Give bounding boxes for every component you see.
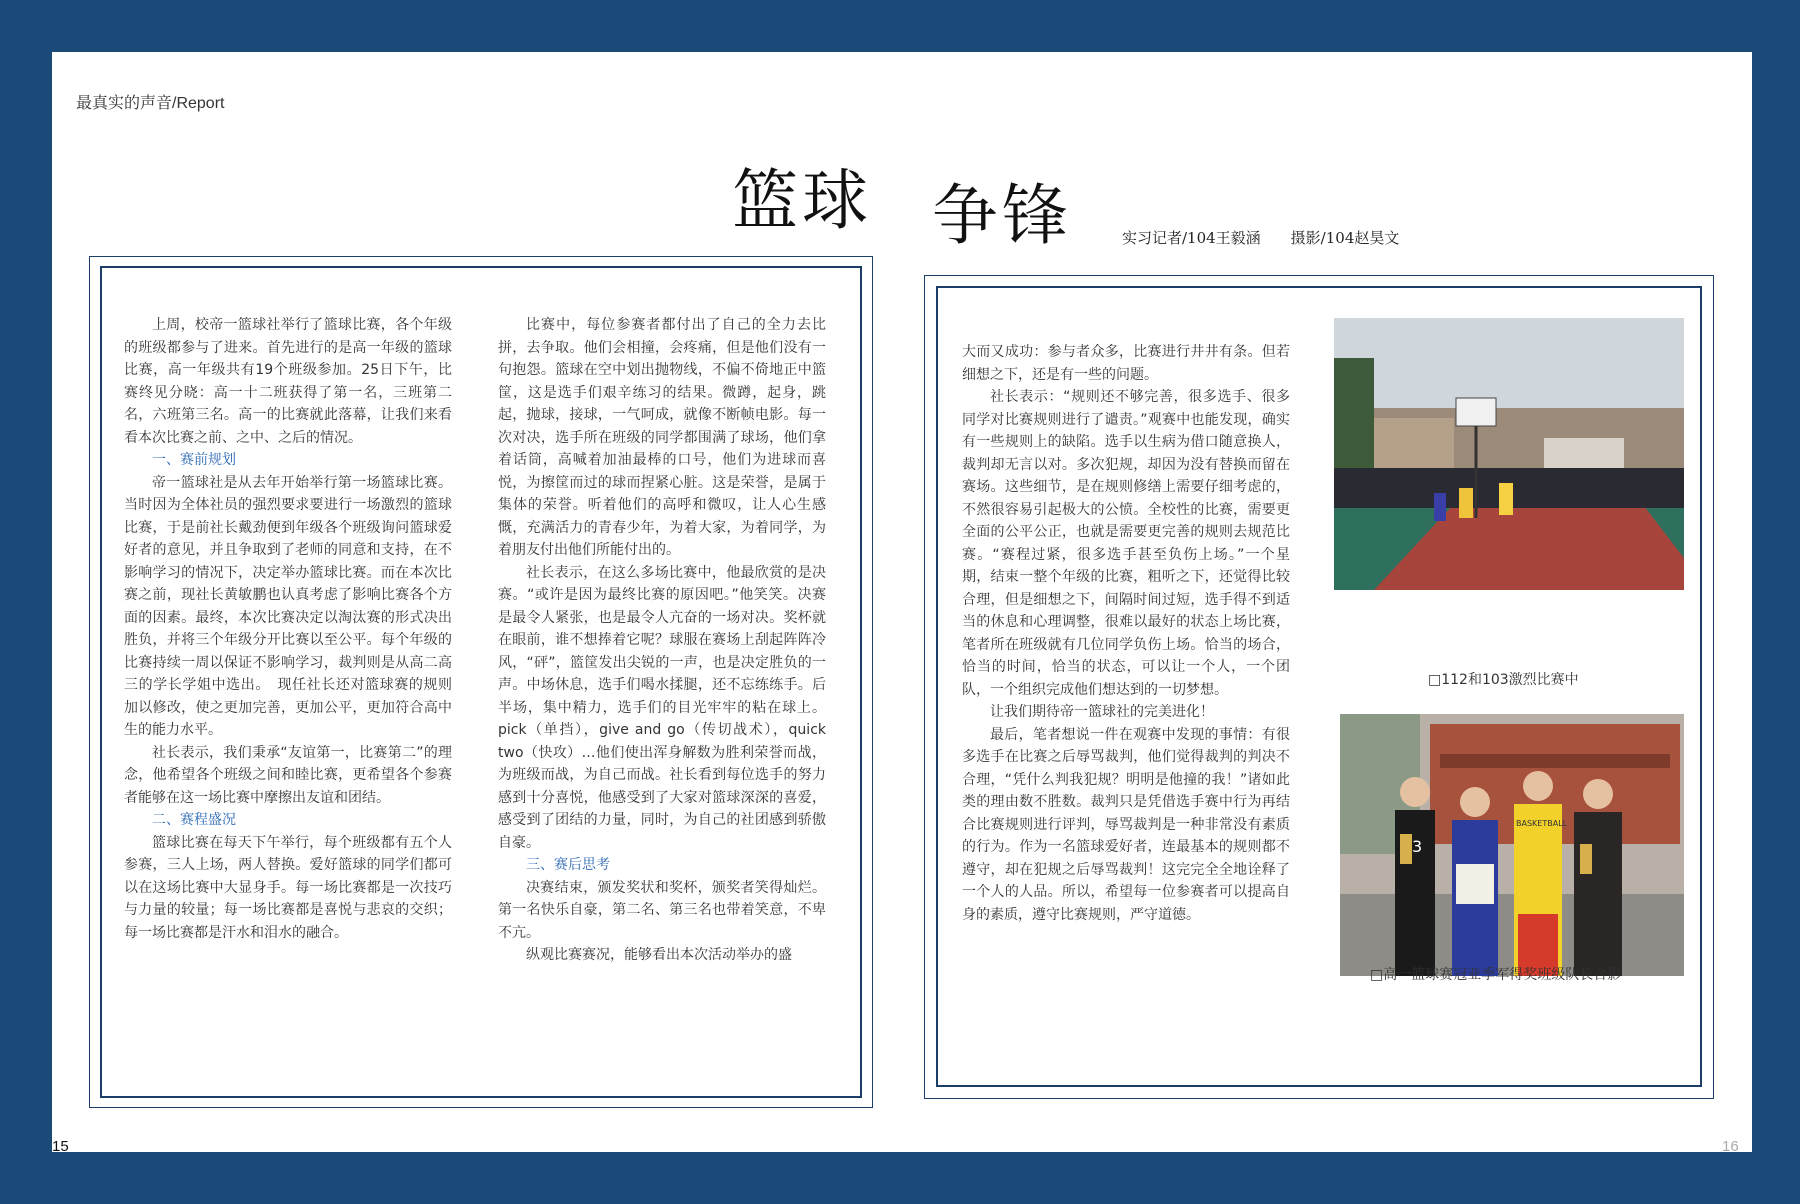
title-part-2: 争锋 bbox=[932, 177, 1072, 254]
section-heading: 一、赛前规划 bbox=[152, 452, 236, 468]
paragraph: 上周，校帝一篮球社举行了篮球比赛，各个年级的班级都参与了进来。首先进行的是高一年级的篮球比赛，高一年级共有19个班级参加。25日下午，比赛终见分晓：高一十二班获得了第一名，三班第二名，六班第三名。高一的比赛就此落幕，让我们来看看本次比赛之前、之中、之后的情况。 bbox=[124, 317, 452, 446]
paragraph: 社长表示，我们秉承“友谊第一，比赛第二”的理念，他希望各个班级之间和睦比赛，更希望各个参赛者能够在这一场比赛中摩擦出友谊和团结。 bbox=[124, 744, 452, 806]
photo-caption-1: □112和103激烈比赛中 bbox=[1428, 672, 1579, 688]
game-photo-illustration bbox=[1334, 318, 1684, 590]
paragraph: 最后，笔者想说一件在观赛中发现的事情：有很多选手在比赛之后辱骂裁判，他们觉得裁判的判决不合理，“凭什么判我犯规？明明是他撞的我！”诸如此类的理由数不胜数。裁判只是凭借选手赛中行为再结合比赛规则进行评判，辱骂裁判是一种非常没有素质的行为。作为一名篮球爱好者，连最基本的规则都不遵守，却在犯规之后辱骂裁判！这完完全全地诠释了一个人的人品。所以，希望每一位参赛者可以提高自身的素质，遵守比赛规则，严守道德。 bbox=[962, 726, 1290, 923]
left-column-1 bbox=[124, 314, 452, 944]
paragraph: 纵观比赛赛况，能够看出本次活动举办的盛 bbox=[526, 947, 792, 963]
paragraph: 社长表示，在这么多场比赛中，他最欣赏的是决赛。“或许是因为最终比赛的原因吧。”他笑笑。决赛是最令人紧张，也是最令人亢奋的一场对决。奖杯就在眼前，谁不想捧着它呢？球服在赛场上刮起阵阵冷风，“砰”，篮筐发出尖锐的一声，也是决定胜负的一声。中场休息，选手们喝水揉腿，还不忘练练手。后半场，集中精力，选手们的目光牢牢的粘在球上。pick（单挡），give and go（传切战术），quick two（快攻）…他们使出浑身解数为胜利荣誉而战，为班级而战，为自己而战。社长看到每位选手的努力感到十分喜悦，他感受到了大家对篮球深深的喜爱，感受到了团结的力量，同时，为自己的社团感到骄傲自豪。 bbox=[498, 564, 826, 851]
paragraph: 篮球比赛在每天下午举行，每个班级都有五个人参赛，三人上场，两人替换。爱好篮球的同学们都可以在这场比赛中大显身手。每一场比赛都是一次技巧与力量的较量；每一场比赛都是喜悦与悲哀的交织；每一场比赛都是汗水和泪水的融合。 bbox=[124, 834, 452, 941]
page-number-left: 15 bbox=[52, 1138, 69, 1155]
left-column-2 bbox=[498, 314, 826, 967]
paragraph: 大而又成功：参与者众多，比赛进行井井有条。但若细想之下，还是有一些的问题。 bbox=[962, 344, 1290, 383]
award-photo-illustration bbox=[1340, 714, 1684, 976]
title-part-1: 篮球 bbox=[732, 162, 872, 239]
section-heading: 三、赛后思考 bbox=[526, 857, 610, 873]
paragraph: 比赛中，每位参赛者都付出了自己的全力去比拼，去争取。他们会相撞，会疼痛，但是他们没有一句抱怨。篮球在空中划出抛物线，不偏不倚地正中篮筐，这是选手们艰辛练习的结果。微蹲，起身，跳起，抛球，接球，一气呵成，就像不断帧电影。每一次对决，选手所在班级的同学都围满了球场，他们拿着话筒，高喊着加油最棒的口号，他们为进球而喜悦，为擦筐而过的球而捏紧心脏。这是荣誉，是属于集体的荣誉。听着他们的高呼和微叹，让人心生感慨，充满活力的青春少年，为着大家，为着同学，为着朋友付出他们所能付出的。 bbox=[498, 317, 826, 558]
paragraph: 社长表示：“规则还不够完善，很多选手、很多同学对比赛规则进行了谴责。”观赛中也能发现，确实有一些规则上的缺陷。选手以生病为借口随意换人，裁判却无言以对。多次犯规，却因为没有替换而留在赛场。这些细节，是在规则修缮上需要仔细考虑的，不然很容易引起极大的公愤。全校性的比赛，需要更全面的公平公正，也就是需要更完善的规则去规范比赛。“赛程过紧，很多选手甚至负伤上场。”一个星期，结束一整个年级的比赛，粗听之下，还觉得比较合理，但是细想之下，间隔时间过短，选手得不到适当的休息和心理调整，很难以最好的状态上场比赛，笔者所在班级就有几位同学负伤上场。恰当的场合，恰当的时间，恰当的状态，可以让一个人，一个团队，一个组织完成他们想达到的一切梦想。 bbox=[962, 389, 1290, 698]
page-number-right: 16 bbox=[1722, 1138, 1739, 1155]
paragraph: 帝一篮球社是从去年开始举行第一场篮球比赛。当时因为全体社员的强烈要求要进行一场激烈的篮球比赛，于是前社长戴劲便到年级各个班级询问篮球爱好者的意见，并且争取到了老师的同意和支持，在不影响学习的情况下，决定举办篮球比赛。而在本次比赛之前，现社长黄敏鹏也认真考虑了影响比赛各个方面的因素。最终，本次比赛决定以淘汰赛的形式决出胜负，并将三个年级分开比赛以至公平。每个年级的比赛持续一周以保证不影响学习，裁判则是从高二高三的学长学姐中选出。 现任社长还对篮球赛的规则加以修改，使之更加完善，更加公平，更加符合高中生的能力水平。 bbox=[124, 474, 452, 738]
byline: 实习记者/104王毅涵 摄影/104赵昊文 bbox=[1122, 229, 1400, 247]
section-heading: 二、赛程盛况 bbox=[152, 812, 236, 828]
photo-basketball-game bbox=[1334, 318, 1684, 590]
magazine-spread bbox=[52, 52, 1752, 1152]
photo-award-group bbox=[1340, 714, 1684, 976]
paragraph: 决赛结束，颁发奖状和奖杯，颁奖者笑得灿烂。第一名快乐自豪，第二名、第三名也带着笑意，不卑不亢。 bbox=[498, 879, 826, 941]
section-label: 最真实的声音/Report bbox=[76, 95, 225, 112]
right-column bbox=[962, 341, 1290, 926]
shirt-print: BASKETBALL bbox=[1516, 819, 1568, 828]
jersey-number: 3 bbox=[1412, 837, 1423, 856]
paragraph: 让我们期待帝一篮球社的完美进化！ bbox=[990, 704, 1214, 720]
photo-caption-2: □高一篮球赛冠亚季军得奖班级队长合影 bbox=[1370, 967, 1622, 983]
